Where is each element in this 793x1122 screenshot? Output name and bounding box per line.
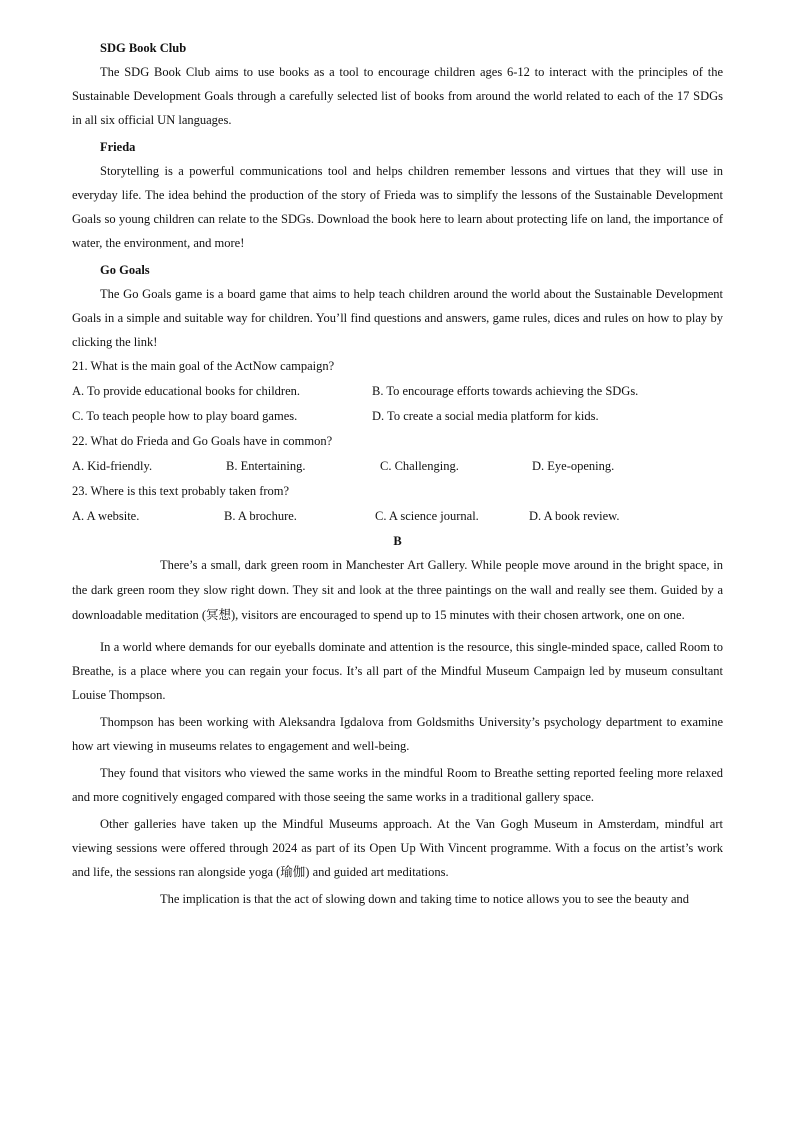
section-b-paragraph-3: Thompson has been working with Aleksandra Igdalova from Goldsmiths University’s psychology department to examine how art viewing in museums relates to engagement and well-being.: [72, 715, 723, 753]
question-23-option-a: A. A website.: [72, 509, 140, 523]
question-21-options-row-2: [72, 404, 723, 429]
section-b-paragraph-4: They found that visitors who viewed the same works in the mindful Room to Breathe setting reported feeling more relaxed and more cognitively engaged compared with those seeing the same works in a traditional gallery space.: [72, 766, 723, 804]
go-goals-paragraph: The Go Goals game is a board game that aims to help teach children around the world about the Sustainable Development Goals in a simple and suitable way for children. You’ll find questions and answers, game rules, dices and rules on how to play by clicking the link!: [72, 287, 723, 349]
question-23-options: [72, 504, 723, 529]
go-goals-heading: Go Goals: [100, 263, 150, 277]
question-23-option-b: B. A brochure.: [224, 509, 297, 523]
question-22-option-b: B. Entertaining.: [226, 459, 306, 473]
question-21-stem: 21. What is the main goal of the ActNow campaign?: [72, 359, 335, 373]
question-23-option-c: C. A science journal.: [375, 509, 479, 523]
sdg-book-club-paragraph: The SDG Book Club aims to use books as a tool to encourage children ages 6-12 to interact with the principles of the Sustainable Development Goals through a carefully selected list of books from around the world related to each of the 17 SDGs in all six official UN languages.: [72, 65, 723, 127]
question-21-option-c: C. To teach people how to play board games.: [72, 409, 298, 423]
question-23-stem: 23. Where is this text probably taken from?: [72, 484, 290, 498]
section-b-paragraph-2: In a world where demands for our eyeballs dominate and attention is the resource, this single-minded space, called Room to Breathe, is a place where you can regain your focus. It’s all part of the Mindful Museum Campaign led by museum consultant Louise Thompson.: [72, 640, 723, 702]
question-22-options: [72, 454, 723, 479]
section-b-label: B: [393, 534, 402, 548]
question-21-option-d: D. To create a social media platform for kids.: [372, 409, 599, 423]
question-23-option-d: D. A book review.: [529, 509, 620, 523]
question-21-options-row-1: [72, 379, 723, 404]
section-b-paragraph-6: The implication is that the act of slowing down and taking time to notice allows you to see the beauty and: [160, 892, 690, 906]
section-b-paragraph-5: Other galleries have taken up the Mindful Museums approach. At the Van Gogh Museum in Amsterdam, mindful art viewing sessions were offered through 2024 as part of its Open Up With Vincent programme. With a focus on the artist’s work and life, the sessions ran alongside yoga (瑜伽) and guided art meditations.: [72, 817, 723, 879]
document-page: [72, 36, 723, 911]
question-21-option-b: B. To encourage efforts towards achieving the SDGs.: [372, 384, 639, 398]
question-21-option-a: A. To provide educational books for children.: [72, 384, 301, 398]
question-22-option-d: D. Eye-opening.: [532, 459, 615, 473]
question-22-option-c: C. Challenging.: [380, 459, 459, 473]
section-b-paragraph-1: There’s a small, dark green room in Manchester Art Gallery. While people move around in the bright space, in the dark green room they slow right down. They sit and look at the three paintings on the wall and really see them. Guided by a downloadable meditation (冥想), visitors are encouraged to spend up to 15 minutes with their chosen artwork, one on one.: [72, 558, 723, 622]
question-22-option-a: A. Kid-friendly.: [72, 459, 153, 473]
frieda-paragraph: Storytelling is a powerful communications tool and helps children remember lessons and virtues that they will use in everyday life. The idea behind the production of the story of Frieda was to simplify the lessons of the Sustainable Development Goals so young children can relate to the SDGs. Download the book here to learn about protecting life on land, the importance of water, the environment, and more!: [72, 164, 723, 250]
sdg-book-club-heading: SDG Book Club: [100, 41, 187, 55]
frieda-heading: Frieda: [100, 140, 136, 154]
question-22-stem: 22. What do Frieda and Go Goals have in common?: [72, 434, 333, 448]
